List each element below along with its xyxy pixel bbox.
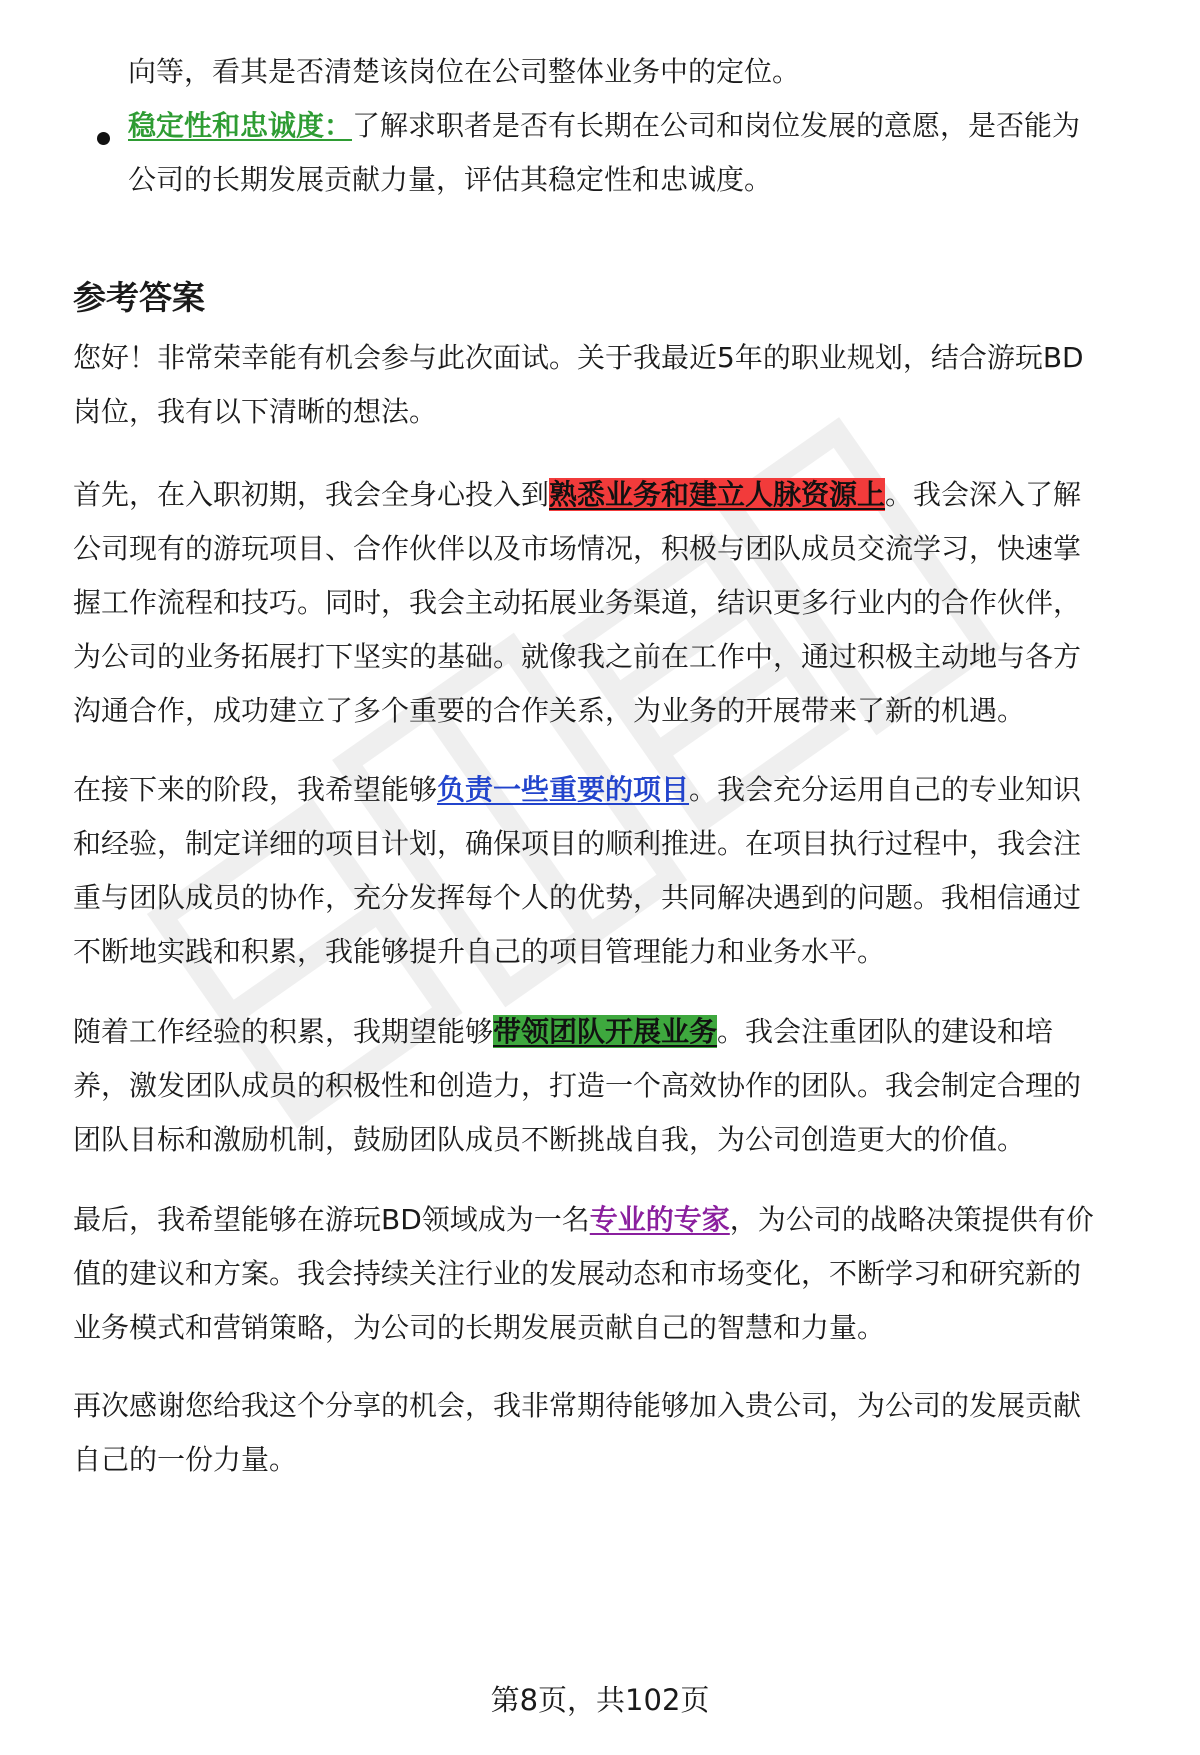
p5-line-1 bbox=[73, 1200, 1153, 1240]
p2-highlight: 熟悉业务和建立人脉资源上 bbox=[549, 478, 886, 511]
p4-text-pre: 随着工作经验的积累，我期望能够 bbox=[73, 1015, 494, 1048]
p3-line-2: 和经验，制定详细的项目计划，确保项目的顺利推进。在项目执行过程中，我会注 bbox=[73, 827, 1082, 860]
p2-line-3: 握工作流程和技巧。同时，我会主动拓展业务渠道，结识更多行业内的合作伙伴， bbox=[73, 586, 1082, 619]
section-heading: 参考答案 bbox=[73, 278, 205, 317]
p2-line-1 bbox=[73, 475, 1153, 515]
bullet-label: 稳定性和忠诚度： bbox=[128, 109, 353, 142]
p5-text-pre: 最后，我希望能够在游玩BD领域成为一名 bbox=[73, 1203, 590, 1236]
p3-highlight: 负责一些重要的项目 bbox=[437, 773, 690, 806]
p6-line-2: 自己的一份力量。 bbox=[73, 1443, 298, 1476]
bullet-line-1 bbox=[128, 106, 1200, 146]
p3-text-post: 。我会充分运用自己的专业知识 bbox=[689, 773, 1082, 806]
p5-line-3: 业务模式和营销策略，为公司的长期发展贡献自己的智慧和力量。 bbox=[73, 1311, 886, 1344]
p5-text-post: ，为公司的战略决策提供有价 bbox=[729, 1203, 1094, 1236]
p4-text-post: 。我会注重团队的建设和培 bbox=[717, 1015, 1054, 1048]
p3-line-4: 不断地实践和积累，我能够提升自己的项目管理能力和业务水平。 bbox=[73, 935, 886, 968]
p1-line-1: 您好！非常荣幸能有机会参与此次面试。关于我最近5年的职业规划，结合游玩BD bbox=[73, 341, 1084, 374]
p3-text-pre: 在接下来的阶段，我希望能够 bbox=[73, 773, 438, 806]
p2-text-post: 。我会深入了解 bbox=[885, 478, 1082, 511]
p3-line-3: 重与团队成员的协作，充分发挥每个人的优势，共同解决遇到的问题。我相信通过 bbox=[73, 881, 1082, 914]
bullet-text: 了解求职者是否有长期在公司和岗位发展的意愿，是否能为 bbox=[352, 109, 1081, 142]
p4-line-3: 团队目标和激励机制，鼓励团队成员不断挑战自我，为公司创造更大的价值。 bbox=[73, 1123, 1026, 1156]
p1-line-2: 岗位，我有以下清晰的想法。 bbox=[73, 395, 438, 428]
page-number: 第8页，共102页 bbox=[490, 1683, 710, 1717]
p2-line-4: 为公司的业务拓展打下坚实的基础。就像我之前在工作中，通过积极主动地与各方 bbox=[73, 640, 1082, 673]
p5-highlight: 专业的专家 bbox=[589, 1203, 730, 1236]
continued-line: 向等，看其是否清楚该岗位在公司整体业务中的定位。 bbox=[128, 55, 801, 88]
p6-line-1: 再次感谢您给我这个分享的机会，我非常期待能够加入贵公司，为公司的发展贡献 bbox=[73, 1389, 1082, 1422]
p2-line-5: 沟通合作，成功建立了多个重要的合作关系，为业务的开展带来了新的机遇。 bbox=[73, 694, 1026, 727]
bullet-icon bbox=[97, 132, 110, 145]
p2-line-2: 公司现有的游玩项目、合作伙伴以及市场情况，积极与团队成员交流学习，快速掌 bbox=[73, 532, 1082, 565]
p4-highlight: 带领团队开展业务 bbox=[493, 1015, 718, 1048]
p3-line-1 bbox=[73, 770, 1153, 810]
p4-line-2: 养，激发团队成员的积极性和创造力，打造一个高效协作的团队。我会制定合理的 bbox=[73, 1069, 1082, 1102]
p4-line-1 bbox=[73, 1012, 1153, 1052]
p5-line-2: 值的建议和方案。我会持续关注行业的发展动态和市场变化，不断学习和研究新的 bbox=[73, 1257, 1082, 1290]
p2-text-pre: 首先，在入职初期，我会全身心投入到 bbox=[73, 478, 550, 511]
bullet-line-2: 公司的长期发展贡献力量，评估其稳定性和忠诚度。 bbox=[128, 163, 773, 196]
